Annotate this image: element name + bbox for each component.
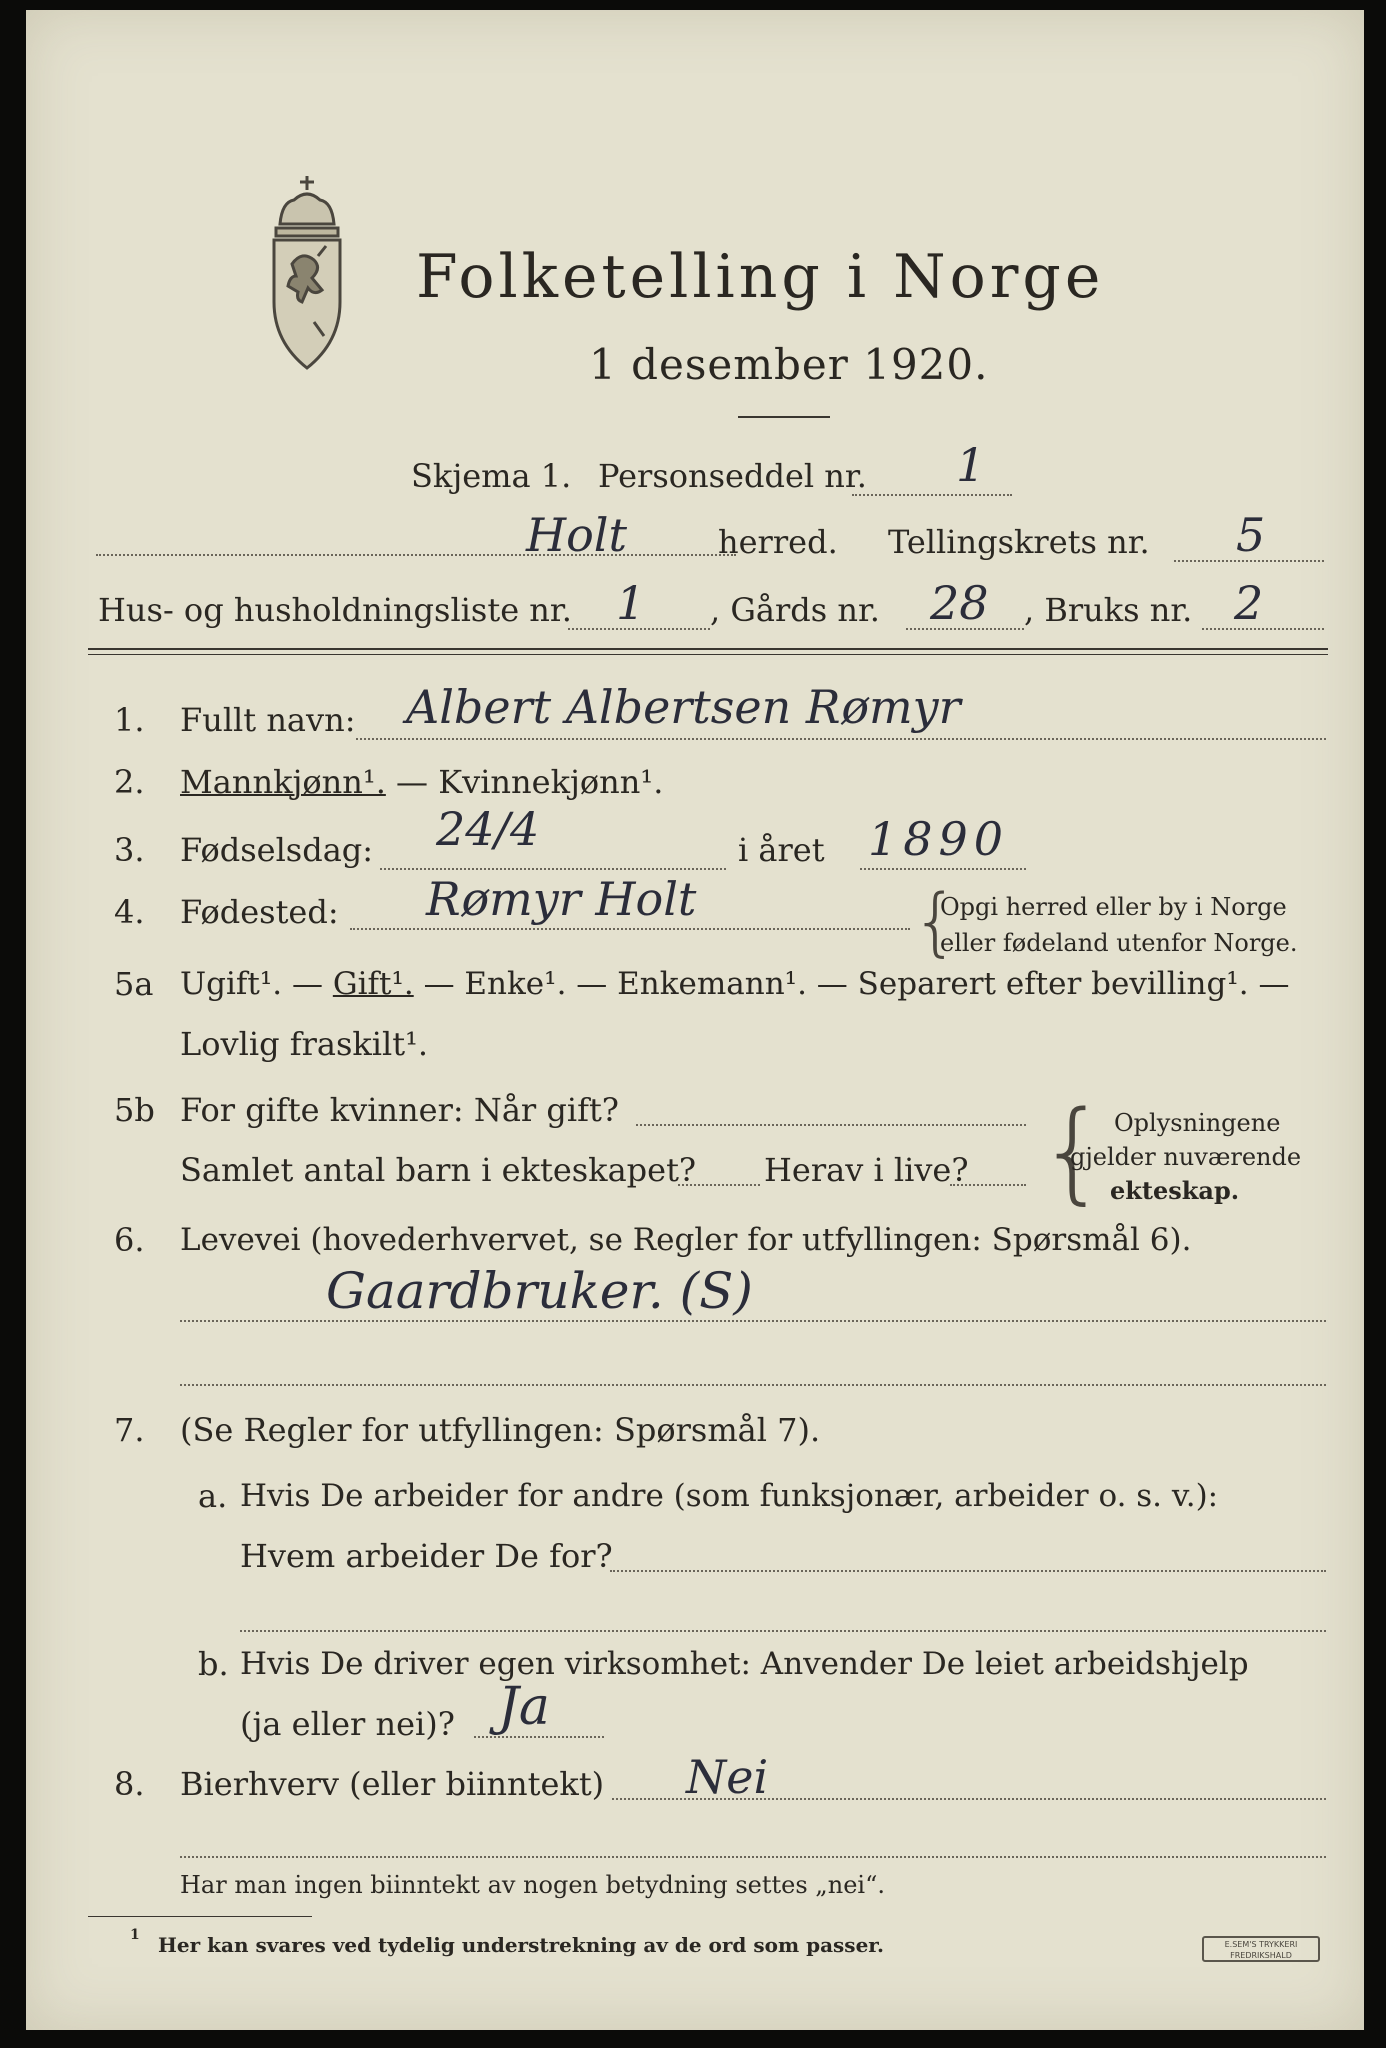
- herred-label: herred.: [718, 523, 838, 561]
- q5a-separator: —: [282, 966, 333, 1002]
- q6-number: 6.: [114, 1221, 145, 1259]
- q4-note-line1: Opgi herred eller by i Norge: [940, 893, 1287, 921]
- q5b-married-when-line: [636, 1124, 1026, 1126]
- q7b-letter: b.: [198, 1645, 229, 1683]
- q3-year-line: [860, 868, 1026, 870]
- q7b-yes-no-label: (ja eller nei)?: [240, 1705, 455, 1743]
- header-rule-bottom: [88, 654, 1328, 655]
- q5b-alive-line: [950, 1184, 1026, 1186]
- q1-label: Fullt navn:: [180, 701, 356, 739]
- q5a-fraskilt-option[interactable]: Lovlig fraskilt¹.: [180, 1025, 429, 1063]
- q2-separator: —: [385, 763, 439, 801]
- q5b-children-label: Samlet antal barn i ekteskapet?: [180, 1151, 697, 1189]
- footnote-mark: 1: [130, 1927, 140, 1943]
- gards-label: , Gårds nr.: [710, 591, 880, 629]
- q8-line-2: [180, 1856, 1326, 1858]
- q7-label: (Se Regler for utfyllingen: Spørsmål 7).: [180, 1411, 821, 1449]
- printer-stamp: [1202, 1936, 1320, 1962]
- q5a-options: [180, 964, 1289, 1004]
- personseddel-line: [852, 494, 1012, 496]
- q7b-question: Hvis De driver egen virksomhet: Anvender De leiet arbeidshjelp: [240, 1646, 1249, 1682]
- header-rule-top: [88, 648, 1328, 650]
- personseddel-value[interactable]: 1: [956, 438, 986, 492]
- q2-options: [180, 762, 663, 802]
- q3-year-value[interactable]: 1890: [868, 812, 1010, 866]
- q1-number: 1.: [114, 701, 145, 739]
- q5b-married-when-label: For gifte kvinner: Når gift?: [180, 1091, 619, 1129]
- q5b-note-line2: gjelder nuværende: [1070, 1143, 1302, 1171]
- printer-stamp-line2: FREDRIKSHALD: [1230, 1951, 1292, 1960]
- bruks-line: [1202, 628, 1324, 630]
- q7-number: 7.: [114, 1411, 145, 1449]
- q5b-note-line3: ekteskap.: [1110, 1176, 1240, 1205]
- q7a-question: Hvis De arbeider for andre (som funksjonær, arbeider o. s. v.):: [240, 1478, 1219, 1514]
- q6-label: Levevei (hovederhvervet, se Regler for utfyllingen: Spørsmål 6).: [180, 1222, 1192, 1258]
- q3-day-line: [380, 868, 726, 870]
- q5a-other-options[interactable]: — Enke¹. — Enkemann¹. — Separert efter bevilling¹. —: [413, 966, 1290, 1002]
- q8-note: Har man ingen biinntekt av nogen betydning settes „nei“.: [180, 1871, 885, 1899]
- q5a-ugift-option[interactable]: Ugift¹.: [180, 966, 283, 1002]
- q3-number: 3.: [114, 831, 145, 869]
- q7a-employer-line: [610, 1570, 1326, 1572]
- bruks-value[interactable]: 2: [1234, 576, 1264, 630]
- schema-label: Skjema 1.: [411, 457, 572, 495]
- q8-label: Bierhverv (eller biinntekt): [180, 1765, 605, 1803]
- q4-line: [350, 928, 910, 930]
- q4-number: 4.: [114, 893, 145, 931]
- q6-line-1: [180, 1320, 1326, 1322]
- q2-male-option[interactable]: Mannkjønn¹.: [180, 763, 386, 801]
- norway-coat-of-arms-icon: [252, 172, 362, 382]
- q8-side-income-value[interactable]: Nei: [686, 1750, 769, 1804]
- q5b-children-line: [678, 1184, 760, 1186]
- husliste-label: Hus- og husholdningsliste nr.: [98, 591, 572, 629]
- q4-birthplace-value[interactable]: Rømyr Holt: [426, 872, 697, 926]
- printer-stamp-line1: E.SEM'S TRYKKERI: [1224, 1940, 1298, 1949]
- form-title: Folketelling i Norge: [416, 242, 1105, 312]
- census-form-sheet: [26, 10, 1364, 2030]
- q6-occupation-value[interactable]: Gaardbruker. (S): [326, 1262, 753, 1320]
- q4-label: Fødested:: [180, 893, 339, 931]
- q7a-extra-line: [240, 1630, 1326, 1632]
- footnote-rule: [88, 1916, 312, 1917]
- q7b-answer-value[interactable]: Ja: [498, 1677, 550, 1737]
- tellingskrets-label: Tellingskrets nr.: [888, 523, 1150, 561]
- q5b-note-line1: Oplysningene: [1114, 1109, 1281, 1137]
- q1-line: [356, 738, 1326, 740]
- bruks-label: , Bruks nr.: [1024, 591, 1193, 629]
- q8-number: 8.: [114, 1765, 145, 1803]
- q3-year-label: i året: [738, 831, 825, 869]
- personseddel-label: Personseddel nr.: [598, 457, 867, 495]
- q5b-alive-label: Herav i live?: [764, 1151, 969, 1189]
- q6-line-2: [180, 1384, 1326, 1386]
- q7a-letter: a.: [198, 1477, 228, 1515]
- q2-female-option[interactable]: Kvinnekjønn¹.: [438, 763, 664, 801]
- herred-value[interactable]: Holt: [526, 508, 628, 562]
- tellingskrets-value[interactable]: 5: [1236, 508, 1266, 562]
- q5a-gift-option[interactable]: Gift¹.: [332, 966, 414, 1002]
- herred-line: [96, 554, 736, 556]
- footnote-text: Her kan svares ved tydelig understrekning av de ord som passer.: [158, 1933, 884, 1957]
- husliste-value[interactable]: 1: [616, 576, 646, 630]
- q5b-note-brace: {: [1038, 1087, 1108, 1215]
- q5a-number: 5a: [114, 965, 154, 1003]
- q5b-number: 5b: [114, 1091, 155, 1129]
- gards-value[interactable]: 28: [930, 576, 989, 630]
- q3-birthday-value[interactable]: 24/4: [436, 802, 540, 856]
- title-divider: [738, 416, 830, 418]
- q7a-employer-label: Hvem arbeider De for?: [240, 1537, 613, 1575]
- q4-note-brace: {: [912, 879, 960, 965]
- census-date: 1 desember 1920.: [589, 340, 989, 389]
- q3-label: Fødselsdag:: [180, 831, 374, 869]
- q2-number: 2.: [114, 763, 145, 801]
- q1-full-name-value[interactable]: Albert Albertsen Rømyr: [406, 680, 961, 734]
- q4-note-line2: eller fødeland utenfor Norge.: [940, 929, 1298, 957]
